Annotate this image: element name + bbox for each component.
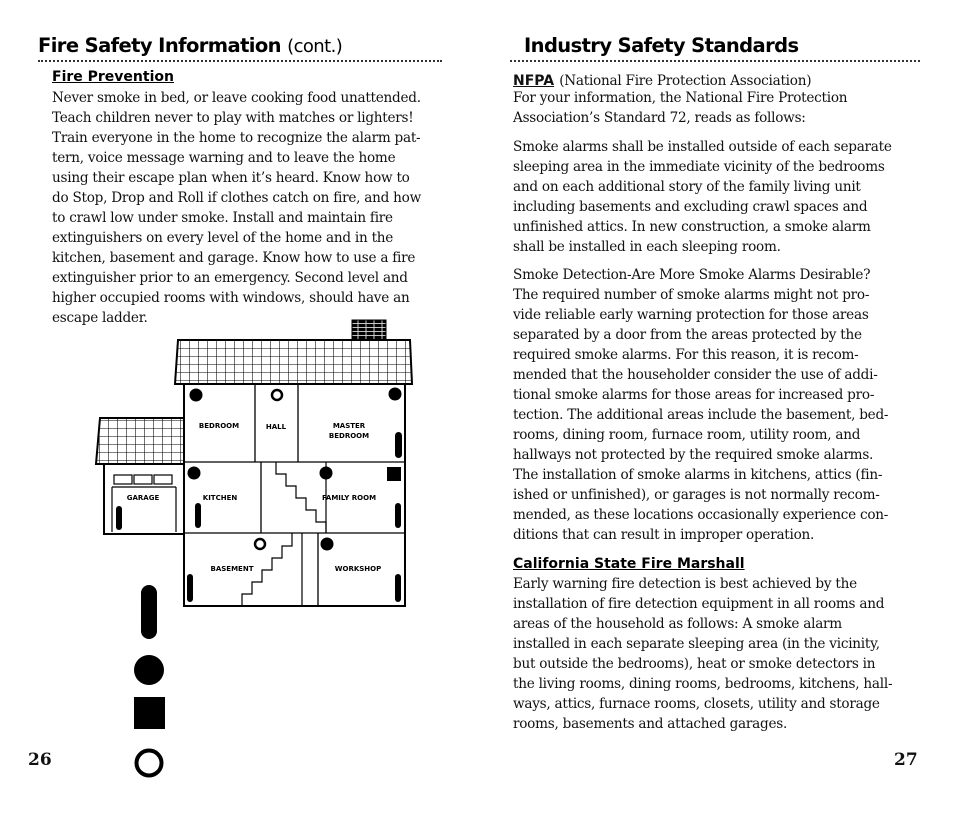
fire-prevention-paragraph <box>52 88 452 328</box>
house-diagram <box>90 316 420 616</box>
text-line: sleeping area in the immediate vicinity of the bedrooms <box>513 159 885 175</box>
text-line: The installation of smoke alarms in kitchens, attics (fin- <box>513 467 883 483</box>
text-line: rooms, basements and attached garages. <box>513 716 788 732</box>
text-line: hallways not protected by the required smoke alarms. <box>513 447 874 463</box>
room-label-hall: HALL <box>265 423 287 431</box>
right-title-rule <box>510 60 920 62</box>
text-line: installation of fire detection equipment in all rooms and <box>513 596 885 612</box>
left-title-rule <box>38 60 442 62</box>
text-line: Never smoke in bed, or leave cooking food unattended. <box>52 90 421 106</box>
right-page-title: Industry Safety Standards <box>524 34 799 57</box>
room-label-workshop: WORKSHOP <box>334 565 382 573</box>
room-label-family-room: FAMILY ROOM <box>321 494 377 502</box>
chimney <box>352 320 386 340</box>
smoke-alarm <box>190 389 203 402</box>
text-line: Teach children never to play with matches or lighters! <box>52 110 414 126</box>
legend-filled-circle-icon <box>134 655 164 685</box>
smoke-alarm <box>389 388 402 401</box>
text-line: vide reliable early warning protection for those areas <box>513 307 869 323</box>
california-heading: California State Fire Marshall <box>513 556 745 572</box>
right-page-number: 27 <box>894 750 918 770</box>
garage-window <box>134 475 152 484</box>
garage-roof <box>96 418 186 464</box>
room-label-master-2: BEDROOM <box>328 432 370 440</box>
smoke-alarm <box>188 467 201 480</box>
text-line: rooms, dining room, furnace room, utility room, and <box>513 427 861 443</box>
text-line: tection. The additional areas include the basement, bed- <box>513 407 889 423</box>
text-line: areas of the household as follows: A smoke alarm <box>513 616 842 632</box>
nfpa-line <box>513 70 811 89</box>
room-label-bedroom: BEDROOM <box>198 422 240 430</box>
legend-bar-icon <box>141 585 157 639</box>
text-line: the living rooms, dining rooms, bedrooms, kitchens, hall- <box>513 676 893 692</box>
text-line: Smoke Detection-Are More Smoke Alarms Desirable? <box>513 267 871 283</box>
legend-open-circle-icon <box>137 751 162 776</box>
room-label-master-1: MASTER <box>332 422 366 430</box>
text-line: extinguishers on every level of the home and in the <box>52 230 394 246</box>
text-line: do Stop, Drop and Roll if clothes catch on fire, and how <box>52 190 421 206</box>
text-line: mended, as these locations occasionally experience con- <box>513 507 889 523</box>
text-line: higher occupied rooms with windows, should have an <box>52 290 410 306</box>
text-line: tern, voice message warning and to leave the home <box>52 150 396 166</box>
smoke-alarm <box>321 538 334 551</box>
left-page-title <box>38 34 342 60</box>
text-line: using their escape plan when it’s heard. Know how to <box>52 170 410 186</box>
text-line: separated by a door from the areas protected by the <box>513 327 862 343</box>
garage-window <box>114 475 132 484</box>
nfpa-intro <box>513 88 923 128</box>
main-roof <box>175 340 412 384</box>
text-line: escape ladder. <box>52 310 148 326</box>
nfpa-paragraph-2 <box>513 265 923 545</box>
fire-prevention-heading: Fire Prevention <box>52 69 174 85</box>
left-title-main: Fire Safety Information <box>38 34 281 57</box>
text-line: but outside the bedrooms), heat or smoke detectors in <box>513 656 876 672</box>
detector-square <box>387 467 401 481</box>
heat-detector <box>255 539 265 549</box>
text-line: tional smoke alarms for those areas for increased pro- <box>513 387 875 403</box>
text-line: Train everyone in the home to recognize the alarm pat- <box>52 130 421 146</box>
text-line: ditions that can result in improper operation. <box>513 527 815 543</box>
text-line: ways, attics, furnace rooms, closets, utility and storage <box>513 696 880 712</box>
text-line: to crawl low under smoke. Install and maintain fire <box>52 210 393 226</box>
text-line: For your information, the National Fire Protection <box>513 90 848 106</box>
garage-window <box>154 475 172 484</box>
california-paragraph <box>513 574 923 734</box>
symbol-legend <box>130 582 170 782</box>
text-line: installed in each separate sleeping area (in the vicinity, <box>513 636 880 652</box>
legend-square-icon <box>134 697 165 729</box>
nfpa-full-name: (National Fire Protection Association) <box>559 73 812 89</box>
room-label-basement: BASEMENT <box>210 565 254 573</box>
room-label-garage: GARAGE <box>126 494 160 502</box>
text-line: kitchen, basement and garage. Know how to use a fire <box>52 250 416 266</box>
nfpa-label: NFPA <box>513 73 555 89</box>
text-line: extinguisher prior to an emergency. Second level and <box>52 270 408 286</box>
text-line: Association’s Standard 72, reads as follows: <box>513 110 806 126</box>
nfpa-paragraph-1 <box>513 137 923 257</box>
text-line: unfinished attics. In new construction, a smoke alarm <box>513 219 871 235</box>
text-line: shall be installed in each sleeping room. <box>513 239 781 255</box>
text-line: required smoke alarms. For this reason, it is recom- <box>513 347 859 363</box>
text-line: including basements and excluding crawl spaces and <box>513 199 868 215</box>
text-line: Early warning fire detection is best achieved by the <box>513 576 857 592</box>
text-line: and on each additional story of the family living unit <box>513 179 861 195</box>
text-line: ished or unfinished), or garages is not normally recom- <box>513 487 880 503</box>
text-line: Smoke alarms shall be installed outside of each separate <box>513 139 892 155</box>
heat-detector <box>272 390 282 400</box>
smoke-alarm <box>320 467 333 480</box>
text-line: The required number of smoke alarms might not pro- <box>513 287 870 303</box>
room-label-kitchen: KITCHEN <box>202 494 238 502</box>
text-line: mended that the householder consider the use of addi- <box>513 367 878 383</box>
left-page-number: 26 <box>28 750 52 770</box>
left-title-suffix: (cont.) <box>287 36 343 57</box>
